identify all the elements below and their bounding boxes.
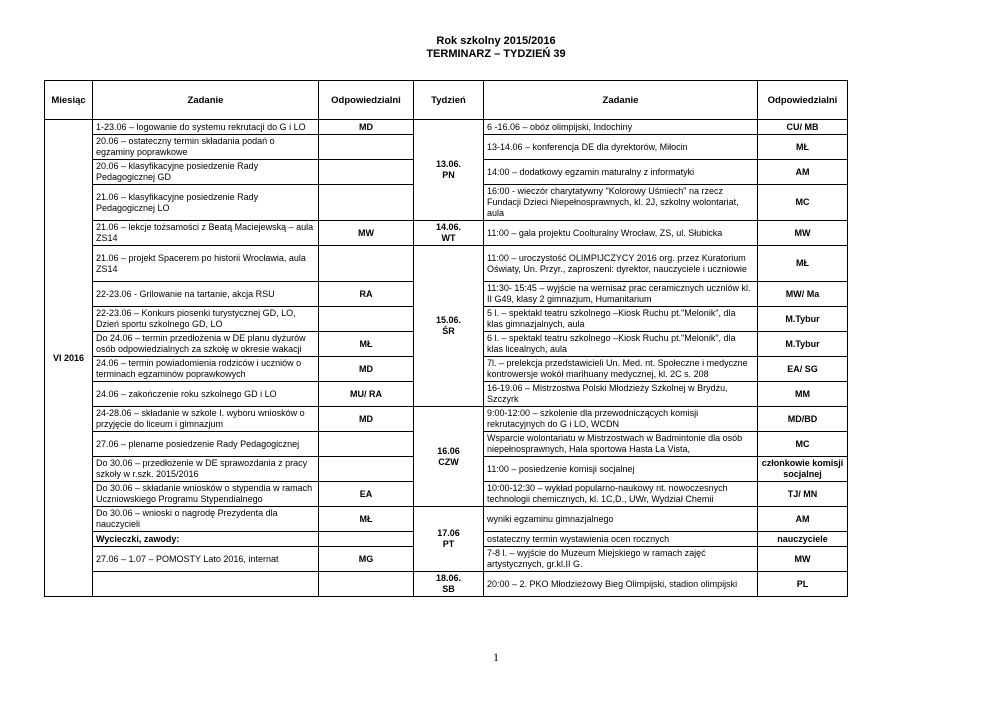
right-resp-cell: MD/BD bbox=[758, 407, 848, 432]
left-task-cell: 24-28.06 – składanie w szkole I. wyboru wniosków o przyjęcie do liceum i gimnazjum bbox=[93, 407, 319, 432]
left-resp-cell: MU/ RA bbox=[319, 382, 414, 407]
left-task-cell: Do 30.06 – składanie wniosków o stypendia w ramach Uczniowskiego Programu Stypendialnego bbox=[93, 482, 319, 507]
left-resp-cell bbox=[319, 532, 414, 547]
page-number: 1 bbox=[493, 650, 499, 664]
right-resp-cell: MC bbox=[758, 432, 848, 457]
right-resp-cell: M.Tybur bbox=[758, 332, 848, 357]
left-task-cell: 22-23.06 – Konkurs piosenki turystycznej GD, LO, Dzień sportu szkolnego GD, LO bbox=[93, 307, 319, 332]
right-task-cell: 11:30- 15:45 – wyjście na wernisaż prac ceramicznych uczniów kl. II G49, klasy 2 gimnazjum, Humanitarium bbox=[484, 282, 758, 307]
header-row bbox=[45, 81, 848, 120]
right-resp-cell: nauczyciele bbox=[758, 532, 848, 547]
day-cell: 17.06 PT bbox=[414, 507, 484, 572]
left-task-cell: 21.06 – klasyfikacyjne posiedzenie Rady Pedagogicznej LO bbox=[93, 185, 319, 221]
left-task-cell: 22-23.06 - Grilowanie na tartanie, akcja RSU bbox=[93, 282, 319, 307]
right-task-cell: 7-8 l. – wyjście do Muzeum Miejskiego w ramach zajęć artystycznych, gr.kl.II G. bbox=[484, 547, 758, 572]
left-task-cell: Wycieczki, zawody: bbox=[93, 532, 319, 547]
month-cell: VI 2016 bbox=[45, 120, 93, 597]
left-resp-cell bbox=[319, 457, 414, 482]
left-task-cell bbox=[93, 572, 319, 597]
table-row bbox=[45, 507, 848, 532]
left-task-cell: 20.06 – ostateczny termin składania podań o egzaminy poprawkowe bbox=[93, 135, 319, 160]
right-task-cell: 9:00-12:00 – szkolenie dla przewodniczących komisji rekrutacyjnych do G i LO, WCDN bbox=[484, 407, 758, 432]
left-task-cell: 24.06 – zakończenie roku szkolnego GD i LO bbox=[93, 382, 319, 407]
right-resp-cell: EA/ SG bbox=[758, 357, 848, 382]
right-task-cell: wyniki egzaminu gimnazjalnego bbox=[484, 507, 758, 532]
right-task-cell: 13-14.06 – konferencja DE dla dyrektorów, Miłocin bbox=[484, 135, 758, 160]
left-resp-cell: MG bbox=[319, 547, 414, 572]
table-row bbox=[45, 407, 848, 432]
col-week: Tydzień bbox=[414, 81, 484, 120]
right-task-cell: 7l. – prelekcja przedstawicieli Un. Med. nt. Społeczne i medyczne kontrowersje wokół marihuany medycznej, kl. 2C s. 208 bbox=[484, 357, 758, 382]
left-task-cell: 1-23.06 – logowanie do systemu rekrutacji do G i LO bbox=[93, 120, 319, 135]
table-row bbox=[45, 120, 848, 135]
left-resp-cell bbox=[319, 572, 414, 597]
right-task-cell: Wsparcie wolontariatu w Mistrzostwach w Badmintonie dla osób niepełnosprawnych, Hala sportowa Hasta La Vista, bbox=[484, 432, 758, 457]
right-task-cell: 11:00 – gala projektu Coolturalny Wrocław, ZS, ul. Słubicka bbox=[484, 221, 758, 246]
left-resp-cell: RA bbox=[319, 282, 414, 307]
right-resp-cell: CU/ MB bbox=[758, 120, 848, 135]
left-resp-cell: MD bbox=[319, 407, 414, 432]
left-task-cell: Do 30.06 – przedłożenie w DE sprawozdania z pracy szkoły w r.szk. 2015/2016 bbox=[93, 457, 319, 482]
col-resp-2: Odpowiedzialni bbox=[758, 81, 848, 120]
left-resp-cell: MD bbox=[319, 120, 414, 135]
right-task-cell: 5 l. – spektakl teatru szkolnego –Kiosk Ruchu pt."Melonik", dla klas gimnazjalnych, aula bbox=[484, 307, 758, 332]
col-task-2: Zadanie bbox=[484, 81, 758, 120]
left-task-cell: 24.06 – termin powiadomienia rodziców i uczniów o terminach egzaminów poprawkowych bbox=[93, 357, 319, 382]
right-task-cell: 6 -16.06 – obóz olimpijski, Indochiny bbox=[484, 120, 758, 135]
day-cell: 15.06. ŚR bbox=[414, 246, 484, 407]
right-resp-cell: MŁ bbox=[758, 135, 848, 160]
left-task-cell: Do 24.06 – termin przedłożenia w DE planu dyżurów osób odpowiedzialnych za szkołę w okresie wakacji bbox=[93, 332, 319, 357]
right-resp-cell: MW bbox=[758, 221, 848, 246]
left-task-cell: 20.06 – klasyfikacyjne posiedzenie Rady Pedagogicznej GD bbox=[93, 160, 319, 185]
day-cell: 13.06. PN bbox=[414, 120, 484, 221]
left-resp-cell: MW bbox=[319, 221, 414, 246]
left-resp-cell: MŁ bbox=[319, 332, 414, 357]
left-task-cell: Do 30.06 – wnioski o nagrodę Prezydenta dla nauczycieli bbox=[93, 507, 319, 532]
right-resp-cell: TJ/ MN bbox=[758, 482, 848, 507]
right-resp-cell: członkowie komisji socjalnej bbox=[758, 457, 848, 482]
right-resp-cell: MC bbox=[758, 185, 848, 221]
right-resp-cell: MW bbox=[758, 547, 848, 572]
left-task-cell: 27.06 – plenarne posiedzenie Rady Pedagogicznej bbox=[93, 432, 319, 457]
left-resp-cell bbox=[319, 307, 414, 332]
day-cell: 18.06. SB bbox=[414, 572, 484, 597]
right-resp-cell: AM bbox=[758, 160, 848, 185]
right-task-cell: 16:00 - wieczór charytatywny "Kolorowy Uśmiech" na rzecz Fundacji Dzieci Niepełnosprawnych, kl. 2J, szkolny wolontariat, aula bbox=[484, 185, 758, 221]
right-task-cell: 16-19.06 – Mistrzostwa Polski Młodzieży Szkolnej w Brydżu, Szczyrk bbox=[484, 382, 758, 407]
right-task-cell: 6 l. – spektakl teatru szkolnego –Kiosk Ruchu pt."Melonik", dla klas licealnych, aula bbox=[484, 332, 758, 357]
day-cell: 16.06 CZW bbox=[414, 407, 484, 507]
left-resp-cell bbox=[319, 185, 414, 221]
right-resp-cell: PL bbox=[758, 572, 848, 597]
col-month: Miesiąc bbox=[45, 81, 93, 120]
right-resp-cell: MW/ Ma bbox=[758, 282, 848, 307]
left-task-cell: 21.06 – lekcje tożsamości z Beatą Maciejewską – aula ZS14 bbox=[93, 221, 319, 246]
col-task: Zadanie bbox=[93, 81, 319, 120]
left-resp-cell bbox=[319, 135, 414, 160]
left-task-cell: 27.06 – 1.07 – POMOSTY Lato 2016, internat bbox=[93, 547, 319, 572]
day-cell: 14.06. WT bbox=[414, 221, 484, 246]
right-task-cell: 11:00 – uroczystość OLIMPIJCZYCY 2016 org. przez Kuratorium Oświaty, Un. Przyr., zaproszeni: dyrektor, nauczyciele i uczniowie bbox=[484, 246, 758, 282]
right-resp-cell: M.Tybur bbox=[758, 307, 848, 332]
table-row bbox=[45, 572, 848, 597]
right-resp-cell: MŁ bbox=[758, 246, 848, 282]
document-title: Rok szkolny 2015/2016 bbox=[436, 35, 556, 47]
right-task-cell: 11:00 – posiedzenie komisji socjalnej bbox=[484, 457, 758, 482]
col-resp: Odpowiedzialni bbox=[319, 81, 414, 120]
left-resp-cell bbox=[319, 246, 414, 282]
table-row bbox=[45, 246, 848, 282]
left-resp-cell bbox=[319, 160, 414, 185]
left-task-cell: 21.06 – projekt Spacerem po historii Wrocławia, aula ZS14 bbox=[93, 246, 319, 282]
document-subtitle: TERMINARZ – TYDZIEŃ 39 bbox=[426, 48, 566, 60]
left-resp-cell: MD bbox=[319, 357, 414, 382]
right-resp-cell: AM bbox=[758, 507, 848, 532]
left-resp-cell: EA bbox=[319, 482, 414, 507]
left-resp-cell bbox=[319, 432, 414, 457]
schedule-table bbox=[44, 80, 848, 597]
right-task-cell: 10:00-12:30 – wykład popularno-naukowy nt. nowoczesnych technologii chemicznych, kl. 1C,D., UWr, Wydział Chemii bbox=[484, 482, 758, 507]
left-resp-cell: MŁ bbox=[319, 507, 414, 532]
right-task-cell: 14:00 – dodatkowy egzamin maturalny z informatyki bbox=[484, 160, 758, 185]
right-task-cell: 20:00 – 2. PKO Młodzieżowy Bieg Olimpijski, stadion olimpijski bbox=[484, 572, 758, 597]
right-task-cell: ostateczny termin wystawienia ocen rocznych bbox=[484, 532, 758, 547]
right-resp-cell: MM bbox=[758, 382, 848, 407]
table-row bbox=[45, 221, 848, 246]
